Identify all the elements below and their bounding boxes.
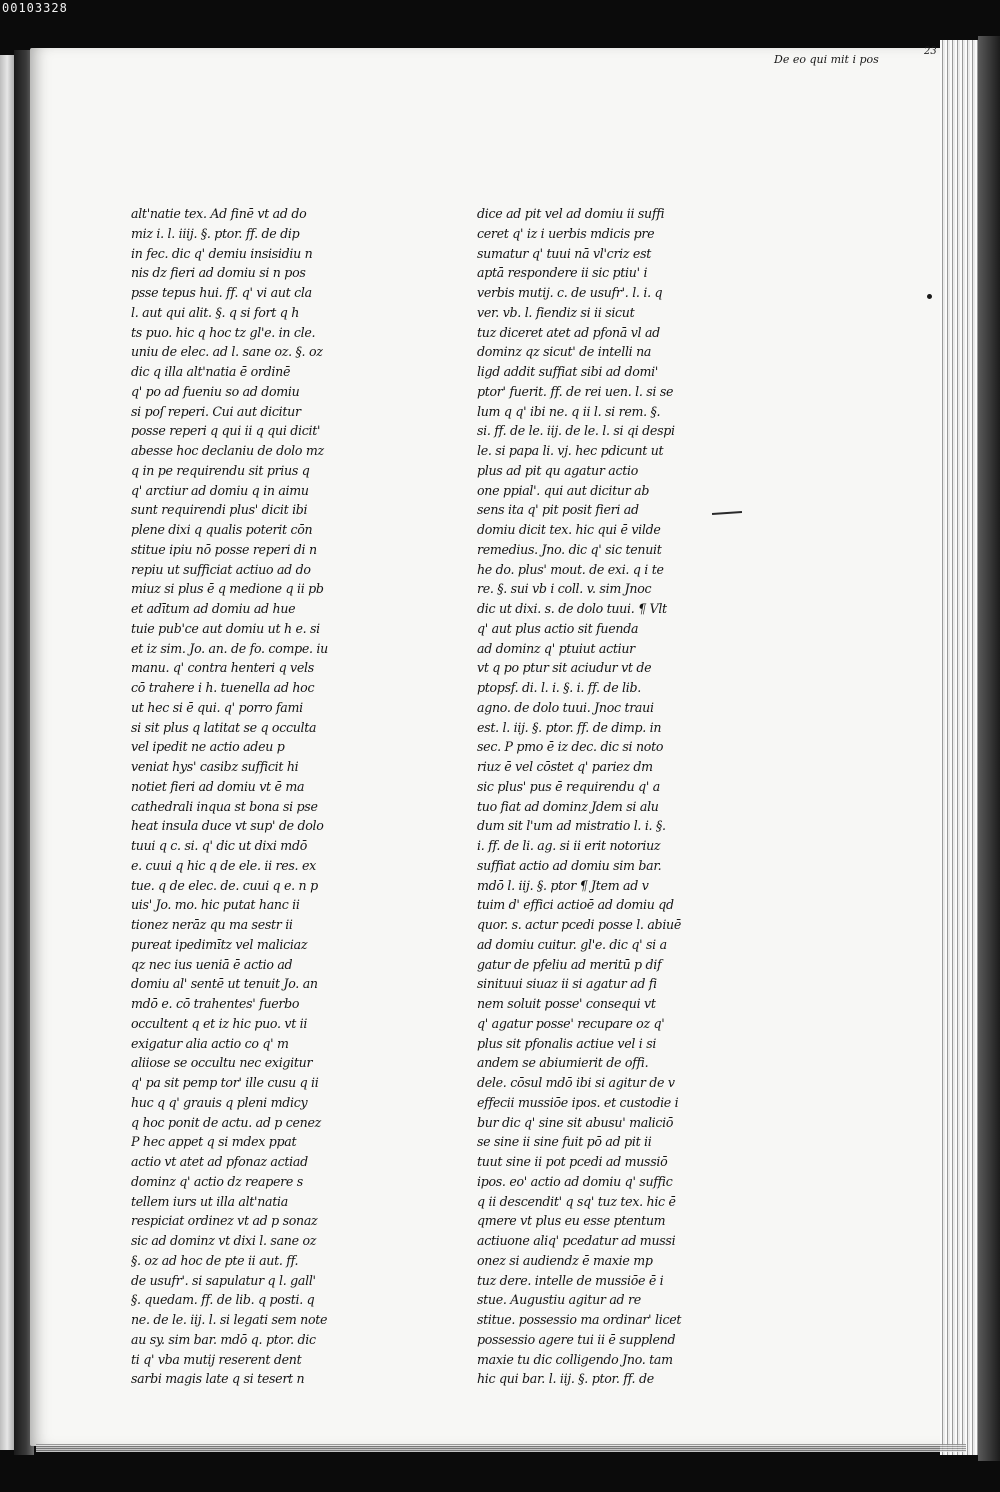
text-line: tuz dere. intelle de mussiōe ē i [477, 1272, 664, 1288]
text-line: P hec appet q si mdex ppat [131, 1134, 297, 1150]
text-line: repiu ut sufficiat actiuo ad do [131, 561, 311, 577]
text-line: vt q po ptur sit aciudur vt de [477, 660, 652, 676]
text-line: tuie pub'ce aut domiu ut h e. si [131, 620, 320, 636]
text-line: actiuone aliq' pcedatur ad mussi [477, 1233, 676, 1248]
text-line: cathedrali inqua st bona si pse [131, 798, 318, 814]
text-line: vel ipedit ne actio adeu p [131, 739, 285, 755]
text-column-right [477, 204, 722, 1389]
running-head: De eo qui mit i pos [774, 53, 879, 66]
text-line: huc q q' grauis q pleni mdicy [131, 1094, 308, 1110]
text-line: remedius. Jno. dic q' sic tenuit [477, 541, 662, 557]
text-line: §. oz ad hoc de pte ii aut. ff. [131, 1252, 299, 1268]
text-line: agno. de dolo tuui. Jnoc traui [477, 699, 654, 715]
text-line: exigatur alia actio co q' m [131, 1035, 289, 1051]
text-line: onez si audiendz ē maxie mp [477, 1252, 653, 1268]
text-line: qmere vt plus eu esse ptentum [477, 1213, 666, 1229]
text-line: actio vt atet ad pfonaz actiad [131, 1154, 308, 1169]
text-line: tellem iurs ut illa alt'natia [131, 1193, 288, 1209]
text-line: hic qui bar. l. iij. §. ptor. ff. de [477, 1371, 654, 1387]
text-line: uis' Jo. mo. hic putat hanc ii [131, 897, 300, 913]
text-line: au sy. sim bar. mdō q. ptor. dic [131, 1331, 316, 1347]
text-line: tue. q de elec. de. cuui q e. n p [131, 877, 318, 893]
text-line: dic q illa alt'natia ē ordinē [131, 364, 291, 379]
text-line: ne. de le. iij. l. si legati sem note [131, 1312, 328, 1327]
text-line: in fec. dic q' demiu insisidiu n [131, 245, 313, 261]
text-line: tuo fiat ad dominz Jdem si alu [477, 798, 659, 814]
text-line: qz nec ius ueniā ē actio ad [131, 956, 293, 972]
text-line: si sit plus q latitat se q occulta [131, 719, 317, 735]
text-line: abesse hoc declaniu de dolo mz [131, 443, 324, 458]
text-line: q' arctiur ad domiu q in aimu [131, 482, 309, 498]
text-line: andem se abiumierit de offi. [477, 1055, 649, 1071]
text-line: et iz sim. Jo. an. de fo. compe. iu [131, 640, 328, 656]
text-line: re. §. sui vb i coll. v. sim Jnoc [477, 581, 652, 597]
text-line: gatur de pfeliu ad meritū p dif [477, 956, 662, 972]
text-line: se sine ii sine fuit pō ad pit ii [477, 1134, 652, 1150]
text-line: psse tepus hui. ff. q' vi aut cla [131, 285, 312, 300]
text-line: possessio agere tui ii ē supplend [477, 1331, 676, 1347]
text-line: q ii descendit' q sq' tuz tex. hic ē [477, 1193, 676, 1209]
fore-edge-shadow [978, 36, 1000, 1461]
text-line: mdō e. cō trahentes' fuerbo [131, 996, 300, 1011]
text-line: alt'natie tex. Ad finē vt ad do [131, 206, 307, 221]
text-line: q' pa sit pemp tor' ille cusu q ii [131, 1075, 319, 1090]
text-line: i. ff. de li. ag. si ii erit notoriuz [477, 838, 661, 853]
text-line: nis dz fieri ad domiu si n pos [131, 265, 306, 281]
text-line: ut hec si ē qui. q' porro fami [131, 699, 303, 715]
text-line: uniu de elec. ad l. sane oz. §. oz [131, 344, 323, 360]
page-bottom-edge [36, 1444, 966, 1452]
text-line: effecii mussiōe ipos. et custodie i [477, 1094, 679, 1110]
frame-id: 00103328 [2, 1, 68, 15]
text-line: occultent q et iz hic puo. vt ii [131, 1015, 308, 1031]
text-line: manu. q' contra henteri q vels [131, 660, 314, 676]
text-line: lum q q' ibi ne. q ii l. si rem. §. [477, 403, 661, 419]
text-line: sec. P pmo ē iz dec. dic si noto [477, 739, 664, 755]
text-line: bur dic q' sine sit abusu' maliciō [477, 1114, 674, 1130]
text-line: ipos. eo' actio ad domiu q' suffic [477, 1173, 673, 1189]
text-line: q hoc ponit de actu. ad p cenez [131, 1114, 321, 1130]
text-line: si poſ reperi. Cui aut dicitur [131, 403, 301, 419]
text-line: et adītum ad domiu ad hue [131, 601, 296, 616]
text-line: ceret q' iz i uerbis mdicis pre [477, 225, 655, 241]
text-line: e. cuui q hic q de ele. ii res. ex [131, 857, 316, 873]
text-line: q in pe requirendu sit prius q [131, 462, 310, 478]
text-line: plus ad pit qu agatur actio [477, 462, 638, 478]
text-line: tuui q c. si. q' dic ut dixi mdō [131, 838, 307, 853]
text-line: riuz ē vel cōstet q' pariez dm [477, 759, 653, 774]
text-line: notiet fieri ad domiu vt ē ma [131, 778, 305, 794]
text-line: he do. plus' mout. de exi. q i te [477, 561, 664, 577]
text-line: tuz diceret atet ad pfonā vl ad [477, 324, 660, 340]
margin-dot [927, 294, 932, 299]
text-column-left [131, 204, 377, 1389]
text-line: q' aut plus actio sit fuenda [477, 620, 639, 636]
text-line: sic ad dominz vt dixi l. sane oz [131, 1233, 317, 1248]
text-line: dice ad pit vel ad domiu ii suffi [477, 206, 665, 221]
text-line: q' po ad fueniu so ad domiu [131, 383, 300, 399]
text-line: suffiat actio ad domiu sim bar. [477, 857, 662, 873]
text-line: verbis mutij. c. de usufr'. l. i. q [477, 285, 663, 300]
text-line: dele. cōsul mdō ibi si agitur de v [477, 1075, 675, 1090]
text-line: one ppial'. qui aut dicitur ab [477, 482, 650, 498]
text-line: dic ut dixi. s. de dolo tuui. ¶ Vlt [477, 601, 667, 616]
text-line: sarbi magis late q si tesert n [131, 1371, 305, 1387]
text-line: heat insula duce vt sup' de dolo [131, 818, 324, 834]
text-line: plene dixi q qualis poterit cōn [131, 522, 313, 537]
text-line: §. quedam. ff. de lib. q posti. q [131, 1292, 315, 1308]
text-line: tuim d' effici actioē ad domiu qd [477, 897, 674, 913]
text-line: dominz qz sicut' de intelli na [477, 344, 652, 360]
text-line: sunt requirendi plus' dicit ibi [131, 502, 308, 518]
text-line: ver. vb. l. fiendiz si ii sicut [477, 304, 635, 320]
text-line: aptā respondere ii sic ptiu' i [477, 265, 648, 281]
text-line: le. si papa li. vj. hec pdicunt ut [477, 443, 664, 458]
text-line: ptor' fuerit. ff. de rei uen. l. si se [477, 383, 674, 399]
text-line: sumatur q' tuui nā vl'criz est [477, 245, 652, 261]
text-line: dum sit l'um ad mistratio l. i. §. [477, 818, 666, 834]
text-line: tuut sine ii pot pcedi ad mussiō [477, 1154, 668, 1169]
text-line: est. l. iij. §. ptor. ff. de dimp. in [477, 719, 662, 735]
text-line: veniat hys' casibz sufficit hi [131, 759, 299, 774]
text-line: posse reperi q qui ii q qui dicit' [131, 423, 321, 439]
text-line: plus sit pfonalis actiue vel i si [477, 1035, 657, 1051]
text-line: cō trahere i h. tuenella ad hoc [131, 680, 315, 695]
text-line: ptopsf. di. l. i. §. i. ff. de lib. [477, 680, 641, 695]
folio-number: 23 [924, 46, 937, 57]
text-line: stitue. possessio ma ordinar' licet [477, 1312, 682, 1327]
text-line: quor. s. actur pcedi posse l. abiuē [477, 917, 682, 932]
fore-edge-leaves [940, 40, 980, 1455]
text-line: si. ff. de le. iij. de le. l. si qi despi [477, 423, 675, 439]
text-line: pureat ipedimītz vel maliciaz [131, 936, 308, 952]
text-line: ti q' vba mutij reserent dent [131, 1351, 302, 1367]
text-line: domiu dicit tex. hic qui ē vilde [477, 522, 661, 537]
text-line: maxie tu dic colligendo Jno. tam [477, 1351, 673, 1367]
text-line: miz i. l. iiij. §. ptor. ff. de dip [131, 225, 300, 241]
text-line: aliiose se occultu nec exigitur [131, 1055, 313, 1071]
text-line: domiu al' sentē ut tenuit Jo. an [131, 976, 318, 992]
text-line: stue. Augustiu agitur ad re [477, 1292, 641, 1308]
text-line: sens ita q' pit posit fieri ad [477, 502, 639, 518]
text-line: q' agatur posse' recupare oz q' [477, 1015, 665, 1031]
text-line: miuz si plus ē q medione q ii pb [131, 581, 324, 597]
text-line: mdō l. iij. §. ptor ¶ Jtem ad v [477, 877, 649, 893]
text-line: stitue ipiu nō posse reperi di n [131, 541, 317, 557]
text-line: sic plus' pus ē requirendu q' a [477, 778, 660, 794]
text-line: l. aut qui alit. §. q si fort q h [131, 304, 300, 320]
text-line: dominz q' actio dz reapere s [131, 1173, 303, 1189]
text-line: respiciat ordinez vt ad p sonaz [131, 1213, 318, 1229]
text-line: de usufr'. si sapulatur q l. gall' [131, 1272, 316, 1288]
text-line: ts puo. hic q hoc tz gl'e. in cle. [131, 324, 316, 340]
text-line: nem soluit posse' consequi vt [477, 996, 656, 1011]
text-line: ligd addit suffiat sibi ad domi' [477, 364, 659, 379]
text-line: tionez nerāz qu ma sestr ii [131, 917, 293, 932]
text-line: ad dominz q' ptuiut actiur [477, 640, 635, 656]
text-line: ad domiu cuitur. gl'e. dic q' si a [477, 936, 667, 952]
text-line: sinituui siuaz ii si agatur ad fi [477, 976, 657, 992]
